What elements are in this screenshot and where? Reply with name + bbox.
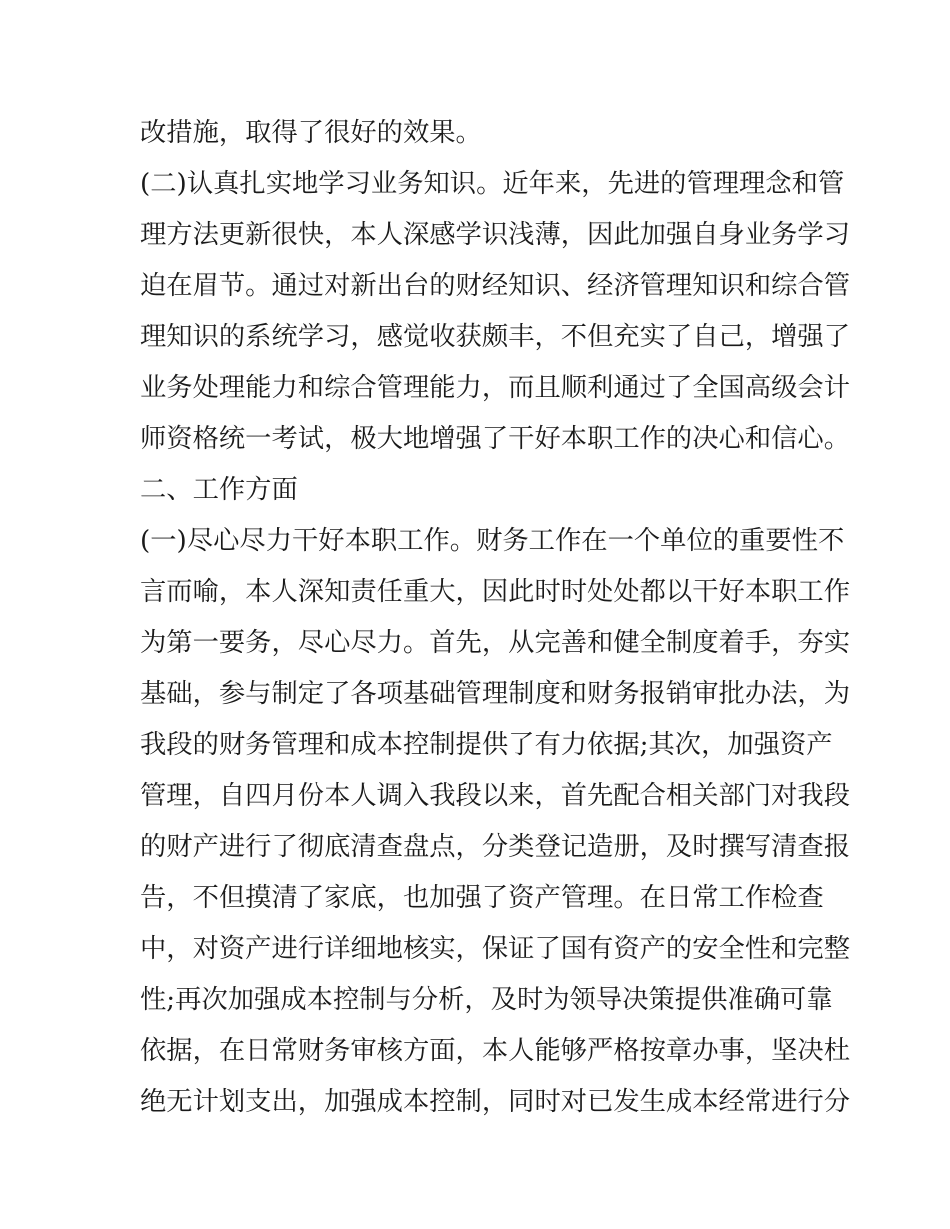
- text-line: (二)认真扎实地学习业务知识。近年来，先进的管理理念和管: [140, 169, 845, 199]
- text-line: 依据，在日常财务审核方面，本人能够严格按章办事，坚决杜: [140, 1036, 851, 1066]
- text-line: 基础，参与制定了各项基础管理制度和财务报销审批办法，为: [140, 679, 851, 709]
- text-line: 中，对资产进行详细地核实，保证了国有资产的安全性和完整: [140, 934, 851, 964]
- text-line: 为第一要务，尽心尽力。首先，从完善和健全制度着手，夯实: [140, 628, 851, 658]
- text-line: 性;再次加强成本控制与分析，及时为领导决策提供准确可靠: [140, 985, 833, 1015]
- text-line: 告，不但摸清了家底，也加强了资产管理。在日常工作检查: [140, 883, 824, 913]
- text-line: 绝无计划支出，加强成本控制，同时对已发生成本经常进行分: [140, 1087, 851, 1117]
- text-line: 师资格统一考试，极大地增强了干好本职工作的决心和信心。: [140, 424, 851, 454]
- text-line: 我段的财务管理和成本控制提供了有力依据;其次，加强资产: [140, 730, 833, 760]
- text-line: 的财产进行了彻底清查盘点，分类登记造册，及时撰写清查报: [140, 832, 851, 862]
- text-line: 言而喻，本人深知责任重大，因此时时处处都以干好本职工作: [140, 577, 851, 607]
- text-line: 理方法更新很快，本人深感学识浅薄，因此加强自身业务学习: [140, 220, 851, 250]
- text-line: (一)尽心尽力干好本职工作。财务工作在一个单位的重要性不: [140, 526, 845, 556]
- text-line: 改措施，取得了很好的效果。: [140, 118, 482, 148]
- document-body: [140, 108, 851, 1128]
- text-line: 理知识的系统学习，感觉收获颇丰，不但充实了自己，增强了: [140, 322, 851, 352]
- text-line: 业务处理能力和综合管理能力，而且顺利通过了全国高级会计: [140, 373, 851, 403]
- text-line: 管理，自四月份本人调入我段以来，首先配合相关部门对我段: [140, 781, 851, 811]
- section-heading: 二、工作方面: [140, 475, 298, 505]
- text-line: 迫在眉节。通过对新出台的财经知识、经济管理知识和综合管: [140, 271, 851, 301]
